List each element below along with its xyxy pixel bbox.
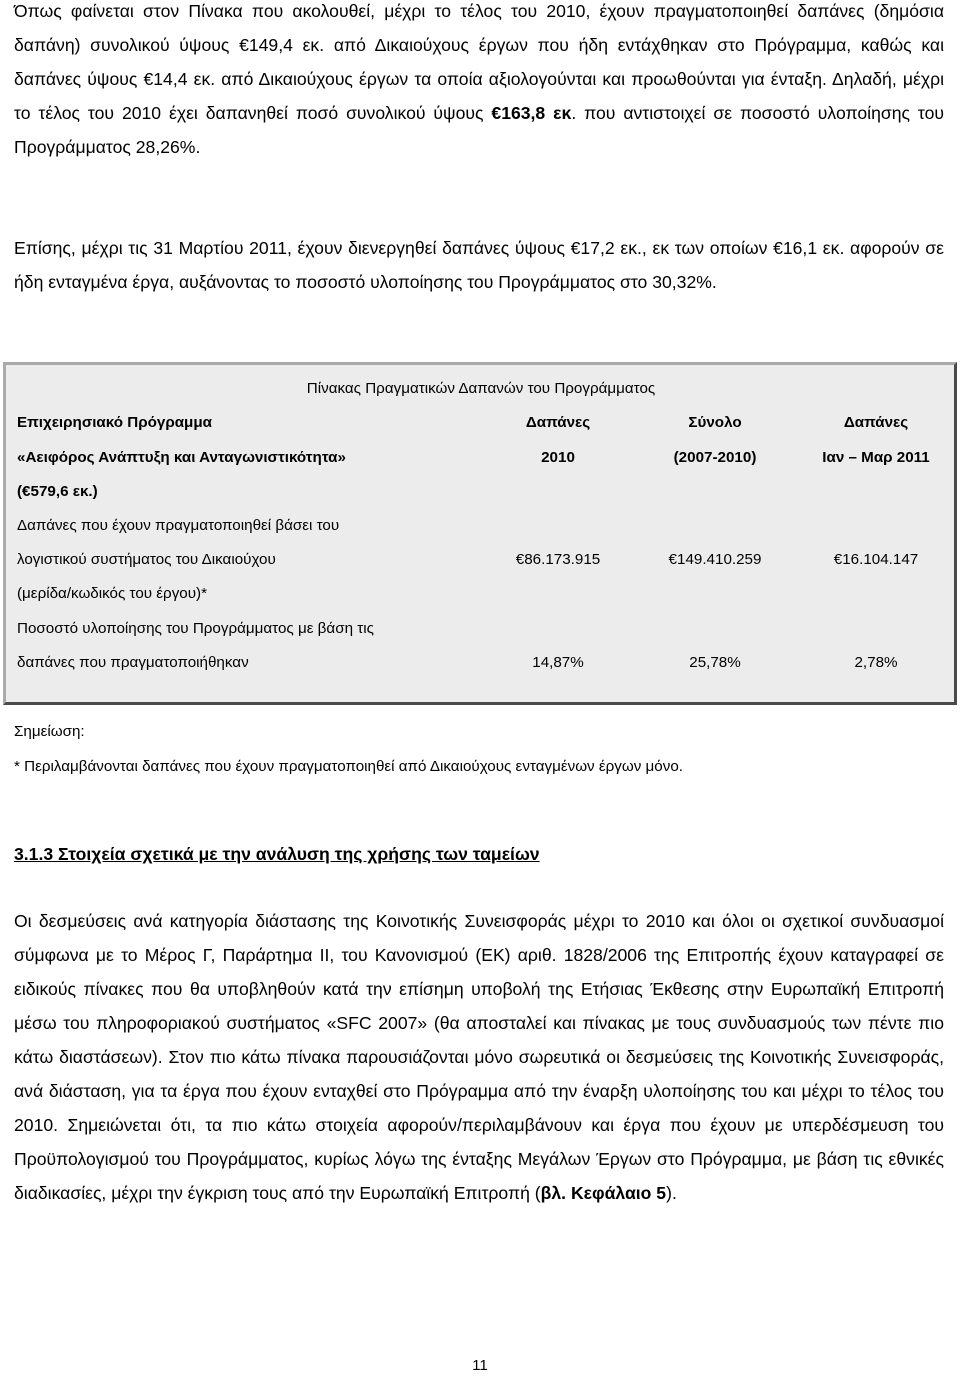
cell-percentage-2011: 2,78% (854, 654, 898, 671)
cell-expenditure-2010: €86.173.915 (515, 551, 601, 568)
program-label-line1: Επιχειρησιακό Πρόγραμμα (17, 414, 212, 431)
column-header-2010-line1: Δαπάνες (525, 414, 591, 431)
note-label: Σημείωση: (14, 723, 85, 740)
column-header-2010-line2: 2010 (541, 449, 575, 466)
column-header-total-line2: (2007-2010) (673, 449, 757, 466)
table-title: Πίνακας Πραγματικών Δαπανών του Προγράμματος (306, 380, 656, 397)
page-number: 11 (472, 1357, 488, 1374)
paragraph-text: ). (666, 1183, 677, 1203)
chapter-reference: βλ. Κεφάλαιο 5 (540, 1183, 667, 1203)
cell-percentage-total: 25,78% (689, 654, 741, 671)
cell-expenditure-2011: €16.104.147 (833, 551, 919, 568)
program-label-line3: (€579,6 εκ.) (17, 483, 98, 500)
column-header-2011-line2: Ιαν – Μαρ 2011 (822, 449, 930, 466)
column-header-total-line1: Σύνολο (688, 414, 742, 431)
paragraph-text: Όπως φαίνεται στον Πίνακα που ακολουθεί, μέχρι το τέλος του 2010, έχουν πραγματοποιηθεί δαπάνες (δημόσια δαπάνη) συνολικού ύψους €149,4 εκ. από Δικαιούχους έργων που ήδη εντάχθηκαν στο Πρόγραμμα, καθώς και δαπάνες ύψους €14,4 εκ. από Δικαιούχους έργων τα οποία αξιολογούνται και προωθούνται για ένταξη. Δηλαδή, μέχρι το τέλος του 2010 έχει δαπανηθεί ποσό συνολικού ύψους (14, 1, 944, 123)
paragraph-text: Οι δεσμεύσεις ανά κατηγορία διάστασης της Κοινοτικής Συνεισφοράς μέχρι το 2010 και όλοι οι σχετικοί συνδυασμοί σύμφωνα με το Μέρος Γ, Παράρτημα ΙΙ, του Κανονισμού (ΕΚ) αριθ. 1828/2006 της Επιτροπής έχουν καταγραφεί σε ειδικούς πίνακες που θα υποβληθούν κατά την επίσημη υποβολή της Ετήσιας Έκθεσης στην Ευρωπαϊκή Επιτροπή μέσω του πληροφοριακού συστήματος «SFC 2007» (θα αποσταλεί και πίνακας με τους συνδυασμούς των πέντε πιο κάτω διαστάσεων). Στον πιο κάτω πίνακα παρουσιάζονται μόνο σωρευτικά οι δεσμεύσεις της Κοινοτικής Συνεισφοράς, ανά διάσταση, για τα έργα που έχουν ενταχθεί στο Πρόγραμμα από την έναρξη υλοποίησης του και μέχρι το τέλος του 2010. Σημειώνεται ότι, τα πιο κάτω στοιχεία αφορούν/περιλαμβάνουν και έργα που έχουν με υπερδέσμευση του Προϋπολογισμού του Προγράμματος, κυρίως λόγω της ένταξης Μεγάλων Έργων στο Πρόγραμμα, με βάση τις εθνικές διαδικασίες, μέχρι την έγκριση τους από την Ευρωπαϊκή Επιτροπή ( (14, 911, 944, 1203)
row-percentage-label-line1: Ποσοστό υλοποίησης του Προγράμματος με βάση τις (17, 620, 374, 637)
paragraph-expenditure-2011: Επίσης, μέχρι τις 31 Μαρτίου 2011, έχουν διενεργηθεί δαπάνες ύψους €17,2 εκ., εκ των οποίων €16,1 εκ. αφορούν σε ήδη ενταγμένα έργα, αυξάνοντας το ποσοστό υλοποίησης του Προγράμματος στο 30,32%. (14, 238, 944, 292)
row-expenditure-label-line2: λογιστικού συστήματος του Δικαιούχου (17, 551, 276, 568)
note-text: * Περιλαμβάνονται δαπάνες που έχουν πραγματοποιηθεί από Δικαιούχους ενταγμένων έργων μόνο. (14, 758, 683, 775)
expenditure-table (3, 362, 957, 705)
paragraph-expenditure-2010 (14, 0, 944, 164)
row-expenditure-label-line1: Δαπάνες που έχουν πραγματοποιηθεί βάσει του (17, 517, 340, 534)
paragraph-text: . που αντιστοιχεί σε ποσοστό υλοποίησης του Προγράμματος 28,26%. (14, 103, 945, 157)
cell-percentage-2010: 14,87% (532, 654, 584, 671)
column-header-2011-line1: Δαπάνες (843, 414, 909, 431)
bold-amount: €163,8 εκ (491, 103, 572, 123)
program-label-line2: «Αειφόρος Ανάπτυξη και Ανταγωνιστικότητα» (17, 449, 346, 466)
paragraph-fund-usage (14, 904, 944, 1210)
section-heading: 3.1.3 Στοιχεία σχετικά με την ανάλυση της χρήσης των ταμείων (14, 844, 540, 864)
cell-expenditure-total: €149.410.259 (668, 551, 762, 568)
row-percentage-label-line2: δαπάνες που πραγματοποιήθηκαν (17, 654, 249, 671)
row-expenditure-label-line3: (μερίδα/κωδικός του έργου)* (17, 585, 208, 602)
